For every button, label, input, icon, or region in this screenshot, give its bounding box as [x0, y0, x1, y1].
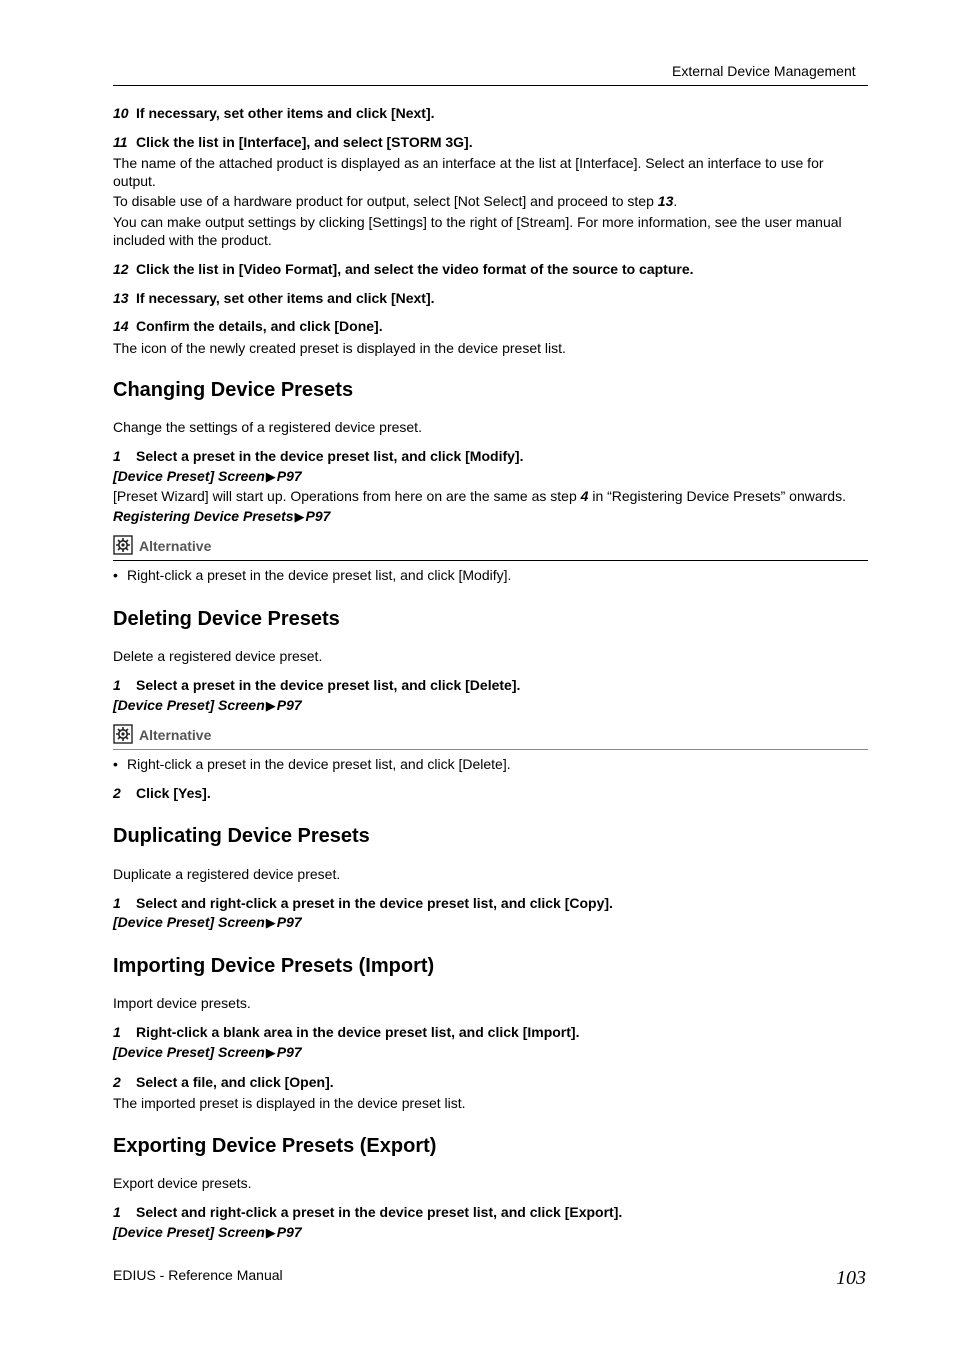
step-link[interactable]: 13	[657, 193, 674, 209]
changing-reference-device-preset-screen[interactable]: [Device Preset] Screen▶P97	[113, 468, 302, 484]
gear-icon	[113, 535, 133, 555]
deleting-alternative-bullet: • Right-click a preset in the device preset list, and click [Delete].	[113, 756, 511, 772]
importing-reference-device-preset-screen[interactable]: [Device Preset] Screen▶P97	[113, 1044, 302, 1060]
arrow-right-icon: ▶	[265, 1045, 276, 1060]
alternative-rule	[113, 560, 868, 561]
heading-importing-device-presets: Importing Device Presets (Import)	[113, 955, 435, 977]
arrow-right-icon: ▶	[294, 509, 305, 524]
deleting-description: Delete a registered device preset.	[113, 648, 323, 664]
duplicating-step-1: 1 Select and right-click a preset in the device preset list, and click [Copy].	[113, 895, 613, 911]
header-rule	[113, 85, 868, 86]
heading-duplicating-device-presets: Duplicating Device Presets	[113, 825, 370, 847]
arrow-right-icon: ▶	[265, 469, 276, 484]
duplicating-description: Duplicate a registered device preset.	[113, 866, 341, 882]
duplicating-reference-device-preset-screen[interactable]: [Device Preset] Screen▶P97	[113, 914, 302, 930]
gear-icon	[113, 724, 133, 744]
page-number: 103	[836, 1267, 866, 1289]
arrow-right-icon: ▶	[265, 915, 276, 930]
changing-reference-registering-presets[interactable]: Registering Device Presets▶P97	[113, 508, 331, 524]
heading-exporting-device-presets: Exporting Device Presets (Export)	[113, 1135, 437, 1157]
importing-step-2: 2 Select a file, and click [Open].	[113, 1074, 334, 1090]
running-header: External Device Management	[672, 63, 856, 79]
changing-paragraph: [Preset Wizard] will start up. Operations from here on are the same as step 4 in “Registering Device Presets” onwards.	[113, 488, 846, 504]
importing-step-1: 1 Right-click a blank area in the device preset list, and click [Import].	[113, 1024, 580, 1040]
importing-step-2-paragraph: The imported preset is displayed in the device preset list.	[113, 1095, 466, 1111]
step-12: 12 Click the list in [Video Format], and select the video format of the source to capture.	[113, 261, 694, 277]
heading-deleting-device-presets: Deleting Device Presets	[113, 608, 340, 630]
arrow-right-icon: ▶	[265, 1225, 276, 1240]
step-10: 10 If necessary, set other items and click [Next].	[113, 105, 435, 121]
alternative-note-header: Alternative	[113, 724, 211, 744]
changing-step-1: 1 Select a preset in the device preset list, and click [Modify].	[113, 448, 524, 464]
step-13: 13 If necessary, set other items and click [Next].	[113, 290, 435, 306]
exporting-reference-device-preset-screen[interactable]: [Device Preset] Screen▶P97	[113, 1224, 302, 1240]
exporting-description: Export device presets.	[113, 1175, 252, 1191]
alternative-note-header: Alternative	[113, 535, 211, 555]
deleting-reference-device-preset-screen[interactable]: [Device Preset] Screen▶P97	[113, 697, 302, 713]
arrow-right-icon: ▶	[265, 698, 276, 713]
step-11: 11 Click the list in [Interface], and select [STORM 3G].	[113, 134, 473, 150]
step-11-paragraph-3: You can make output settings by clicking [Settings] to the right of [Stream]. For more information, see the user manual included with the product.	[113, 214, 842, 248]
deleting-step-2: 2 Click [Yes].	[113, 785, 211, 801]
step-11-paragraph-1: The name of the attached product is displayed as an interface at the list at [Interface]. Select an interface to use for output.	[113, 155, 824, 189]
deleting-step-1: 1 Select a preset in the device preset list, and click [Delete].	[113, 677, 521, 693]
step-14-paragraph: The icon of the newly created preset is displayed in the device preset list.	[113, 340, 566, 356]
step-11-paragraph-2: To disable use of a hardware product for output, select [Not Select] and proceed to step 13.	[113, 193, 678, 209]
importing-description: Import device presets.	[113, 995, 251, 1011]
changing-alternative-bullet: • Right-click a preset in the device preset list, and click [Modify].	[113, 567, 512, 583]
exporting-step-1: 1 Select and right-click a preset in the device preset list, and click [Export].	[113, 1204, 623, 1220]
footer-manual-title: EDIUS - Reference Manual	[113, 1267, 283, 1283]
step-14: 14 Confirm the details, and click [Done].	[113, 318, 383, 334]
heading-changing-device-presets: Changing Device Presets	[113, 379, 354, 401]
step-link[interactable]: 4	[580, 488, 589, 504]
changing-description: Change the settings of a registered device preset.	[113, 419, 422, 435]
alternative-rule	[113, 749, 868, 750]
